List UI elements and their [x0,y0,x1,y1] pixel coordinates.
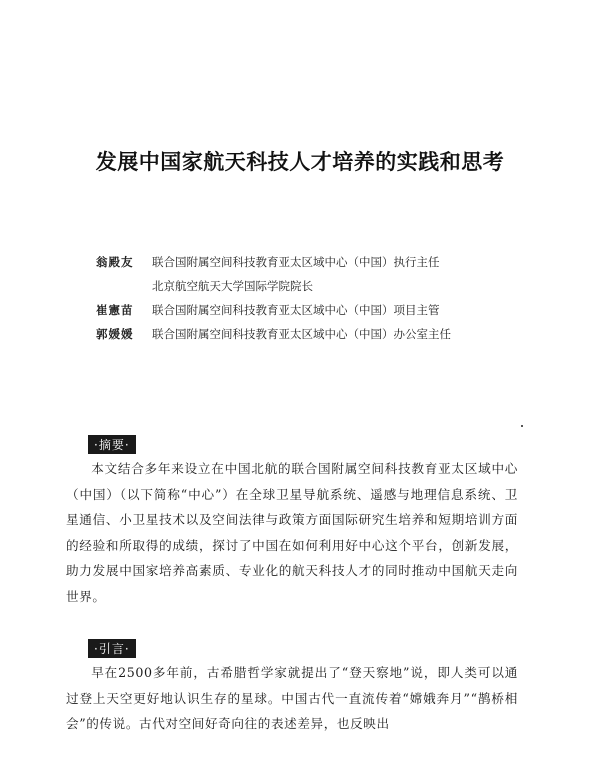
author-entry [96,250,536,298]
affiliation-line: 联合国附属空间科技教育亚太区域中心（中国）执行主任 [152,255,440,269]
author-affiliation [152,298,536,322]
introduction-body [66,660,518,737]
introduction-heading: ·引言· [88,639,136,658]
scan-mark [521,425,523,427]
author-affiliation [152,250,536,298]
author-entry [96,298,536,322]
author-list [96,250,536,346]
abstract-body [66,456,518,610]
abstract-paragraph: 本文结合多年来设立在中国北航的联合国附属空间科技教育亚太区域中心（中国）（以下简称“中心”）在全球卫星导航系统、遥感与地理信息系统、卫星通信、小卫星技术以及空间法律与政策方面国际研究生培养和短期培训方面的经验和所取得的成绩，探讨了中国在如何利用好中心这个平台，创新发展，助力发展中国家培养高素质、专业化的航天科技人才的同时推动中国航天走向世界。 [66,461,518,604]
affiliation-line: 北京航空航天大学国际学院院长 [152,279,313,293]
paper-title: 发展中国家航天科技人才培养的实践和思考 [95,150,505,174]
author-name: 崔憲苗 [96,303,134,317]
author-affiliation [152,322,536,346]
affiliation-line: 联合国附属空间科技教育亚太区域中心（中国）办公室主任 [152,327,451,341]
affiliation-line: 联合国附属空间科技教育亚太区域中心（中国）项目主管 [152,303,440,317]
author-name: 翁殿友 [96,255,134,269]
introduction-paragraph: 早在2500多年前，古希腊哲学家就提出了“登天察地”说，即人类可以通过登上天空更好地认识生存的星球。中国古代一直流传着“嫦娥奔月”“鹊桥相会”的传说。古代对空间好奇向往的表述差异，也反映出 [66,665,518,732]
abstract-heading: ·摘要· [88,435,136,454]
author-entry [96,322,536,346]
author-name: 郭媛媛 [96,327,134,341]
